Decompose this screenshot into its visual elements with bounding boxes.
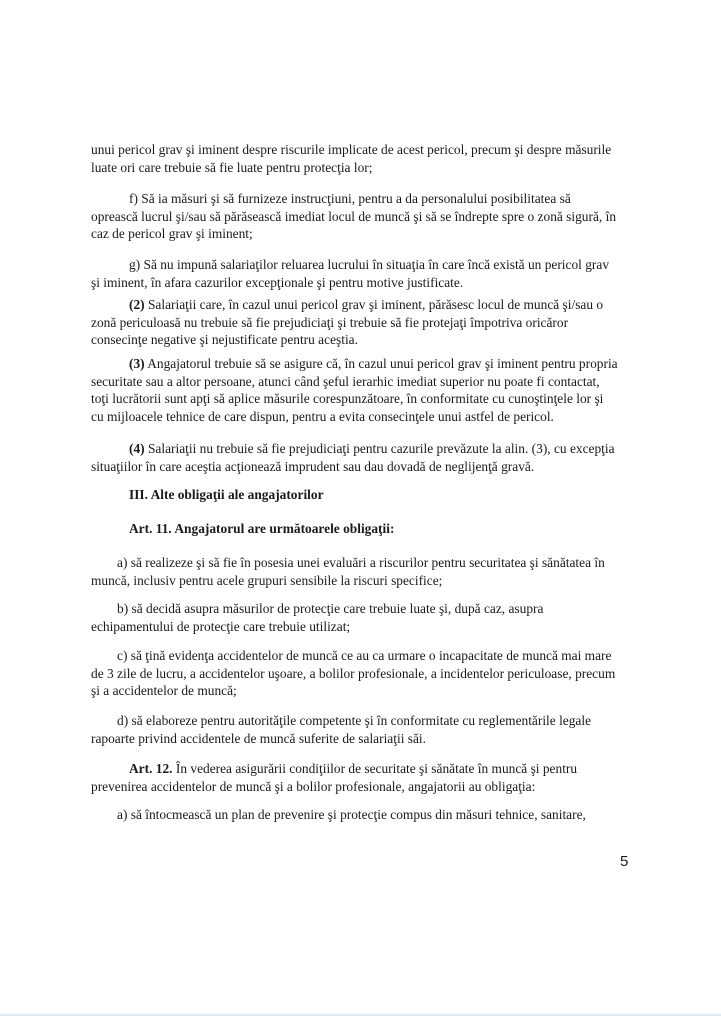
paragraph-alin-4: [91, 440, 631, 475]
text-line: c) să ţină evidenţa accidentelor de muncă ce au ca urmare o incapacitate de muncă mai mare: [117, 648, 612, 663]
text-line: g) Să nu impună salariaţilor reluarea lucrului în situaţia în care încă există un pericol grav: [129, 257, 610, 272]
paragraph-label: (2): [129, 297, 145, 312]
text-line: oprească lucrul şi/sau să părăsească imediat locul de muncă şi să se îndrepte spre o zonă sigură, în: [91, 208, 617, 224]
text-line: luate ori care trebuie să fie luate pentru protecţia lor;: [91, 159, 373, 175]
paragraph-text: Salariaţii care, în cazul unui pericol grav şi iminent, părăsesc locul de muncă şi/sau o: [144, 297, 604, 312]
paragraph-art11-d: [91, 712, 631, 747]
text-line: unui pericol grav şi iminent despre riscurile implicate de acest pericol, precum şi despre măsurile: [91, 142, 612, 157]
paragraph-item-g: [91, 256, 631, 291]
text-line: şi iminent, în afara cazurilor excepţionale şi pentru motive justificate.: [91, 274, 464, 290]
text-line: f) Să ia măsuri şi să furnizeze instrucţiuni, pentru a da personalului posibilitatea să: [129, 191, 571, 206]
text-line: [91, 355, 631, 373]
text-line: [91, 440, 631, 458]
text-line: a) să realizeze şi să fie în posesia unei evaluări a riscurilor pentru securitatea şi sănătatea în: [117, 555, 605, 570]
text-line: a) să întocmească un plan de prevenire şi protecţie compus din măsuri tehnice, sanitare,: [117, 807, 586, 822]
text-line: muncă, inclusiv pentru acele grupuri sensibile la riscuri specifice;: [91, 572, 443, 588]
text-line: prevenirea accidentelor de muncă şi a bolilor profesionale, angajatorii au obligaţia:: [91, 778, 536, 794]
paragraph-text: Salariaţii nu trebuie să fie prejudiciaţi pentru cazurile prevăzute la alin. (3), cu excepţia: [144, 441, 615, 456]
text-line: consecinţe negative şi nejustificate pentru aceştia.: [91, 332, 358, 347]
text-line: toţi lucrătorii sunt apţi să aplice măsurile corespunzătoare, în conformitate cu cunoştinţele lor şi: [91, 391, 604, 406]
paragraph-art11-a: [91, 554, 631, 589]
article-12-text: În vederea asigurării condiţiilor de securitate şi sănătate în muncă şi pentru: [175, 761, 578, 776]
text-line: [91, 760, 631, 778]
text-line: cu mijloacele tehnice de care dispun, pentru a evita consecinţele unui astfel de pericol.: [91, 408, 554, 424]
text-line: situaţiilor în care aceştia acţionează imprudent sau dau dovadă de neglijenţă gravă.: [91, 458, 535, 474]
paragraph-label: (4): [129, 441, 145, 456]
paragraph-alin-2: [91, 296, 631, 349]
text-line: d) să elaboreze pentru autorităţile competente şi în conformitate cu reglementările legale: [117, 713, 592, 728]
paragraph-label: (3): [129, 356, 145, 371]
article-11-heading: [91, 520, 631, 538]
paragraph-art11-c: [91, 647, 631, 700]
section-heading: [91, 486, 631, 504]
page-number: 5: [620, 853, 629, 870]
text-line: rapoarte privind accidentele de muncă suferite de salariaţii săi.: [91, 730, 426, 746]
text-line: b) să decidă asupra măsurilor de protecţie care trebuie luate şi, după caz, asupra: [117, 601, 544, 616]
text-line: zonă periculoasă nu trebuie să fie prejudiciaţi şi trebuie să fie protejaţi împotriva oricăror: [91, 314, 569, 330]
text-line: caz de pericol grav şi iminent;: [91, 226, 253, 241]
paragraph-art12-a: [91, 806, 631, 824]
text-line: [91, 296, 631, 314]
paragraph-continuation: [91, 141, 631, 176]
paragraph-item-f: [91, 190, 631, 243]
article-12-label: Art. 12.: [129, 761, 173, 776]
paragraph-art11-b: [91, 600, 631, 635]
text-line: Art. 11. Angajatorul are următoarele obligaţii:: [129, 521, 395, 536]
paragraph-text: Angajatorul trebuie să se asigure că, în cazul unui pericol grav şi iminent pentru propria: [144, 356, 618, 371]
text-line: securitate sau a altor persoane, atunci când şeful ierarhic imediat superior nu poate fi contactat,: [91, 373, 600, 389]
text-line: şi a accidentelor de muncă;: [91, 683, 237, 698]
text-line: echipamentului de protecţie care trebuie utilizat;: [91, 618, 351, 634]
text-line: III. Alte obligaţii ale angajatorilor: [129, 487, 324, 502]
scan-edge-line: [0, 1014, 721, 1016]
text-line: de 3 zile de lucru, a accidentelor uşoare, a bolilor profesionale, a incidentelor periculoase, precum: [91, 665, 616, 681]
paragraph-alin-3: [91, 355, 631, 425]
article-12-paragraph: [91, 760, 631, 795]
